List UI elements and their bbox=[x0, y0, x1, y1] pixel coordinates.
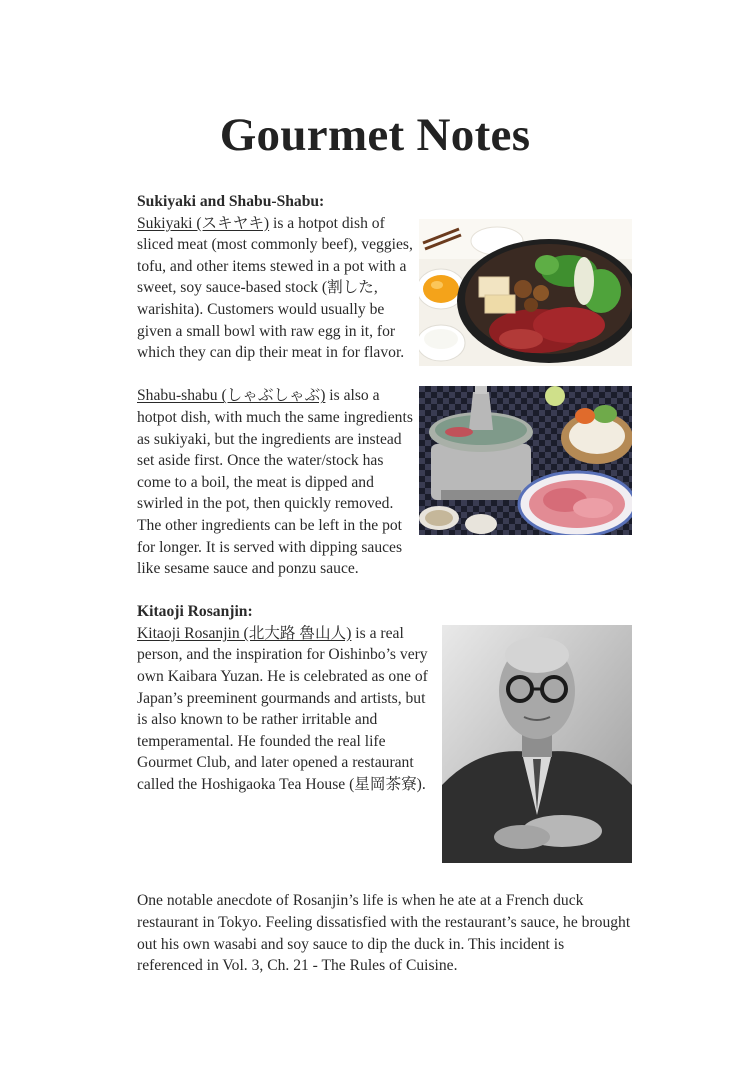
section-heading-rosanjin: Kitaoji Rosanjin: bbox=[137, 603, 253, 621]
sukiyaki-photo bbox=[419, 219, 632, 366]
notes-content bbox=[137, 191, 632, 977]
rosanjin-term: Kitaoji Rosanjin (北大路 魯山人) bbox=[137, 624, 352, 642]
shabu-shabu-illustration bbox=[419, 386, 632, 535]
section-heading-sukiyaki: Sukiyaki and Shabu-Shabu: bbox=[137, 193, 325, 210]
shabu-shabu-term: Shabu-shabu (しゃぶしゃぶ) bbox=[137, 387, 326, 405]
shabu-shabu-photo bbox=[419, 386, 632, 535]
page-title: Gourmet Notes bbox=[219, 109, 531, 161]
rosanjin-section bbox=[137, 601, 632, 977]
rosanjin-portrait-illustration bbox=[442, 625, 632, 863]
rosanjin-description: is a real person, and the inspiration for Oishinbo’s very own Kaibara Yuzan. He is celebrated as one of Japan’s preeminent gourmands and artists, but is also known to be rather irritable and temperamental. He founded the real life Gourmet Club, and later opened a restaurant called the Hoshigaoka Tea House (星岡茶寮). bbox=[137, 624, 428, 794]
sukiyaki-description: is a hotpot dish of sliced meat (most commonly beef), veggies, tofu, and other items stewed in a pot with a sweet, soy sauce-based stock (割した, warishita). Customers would usually be given a small bowl with raw egg in it, for which they can dip their meat in for flavor. bbox=[137, 214, 413, 362]
shabu-shabu-description: is also a hotpot dish, with much the same ingredients as sukiyaki, but the ingredients are instead set aside first. Once the water/stock has come to a boil, the meat is dipped and swirled in the pot, then quickly removed. The other ingredients can be left in the pot for longer. It is served with dipping sauces like sesame sauce and ponzu sauce. bbox=[137, 387, 413, 578]
rosanjin-portrait bbox=[442, 625, 632, 863]
sukiyaki-illustration bbox=[419, 219, 632, 366]
sukiyaki-term: Sukiyaki (スキヤキ) bbox=[137, 214, 270, 232]
sukiyaki-shabu-section bbox=[137, 191, 632, 580]
rosanjin-anecdote: One notable anecdote of Rosanjin’s life is when he ate at a French duck restaurant in Tokyo. Feeling dissatisfied with the restaurant’s sauce, he brought out his own wasabi and soy sauce to dip the duck in. This incident is referenced in Vol. 3, Ch. 21 - The Rules of Cuisine. bbox=[137, 892, 631, 975]
